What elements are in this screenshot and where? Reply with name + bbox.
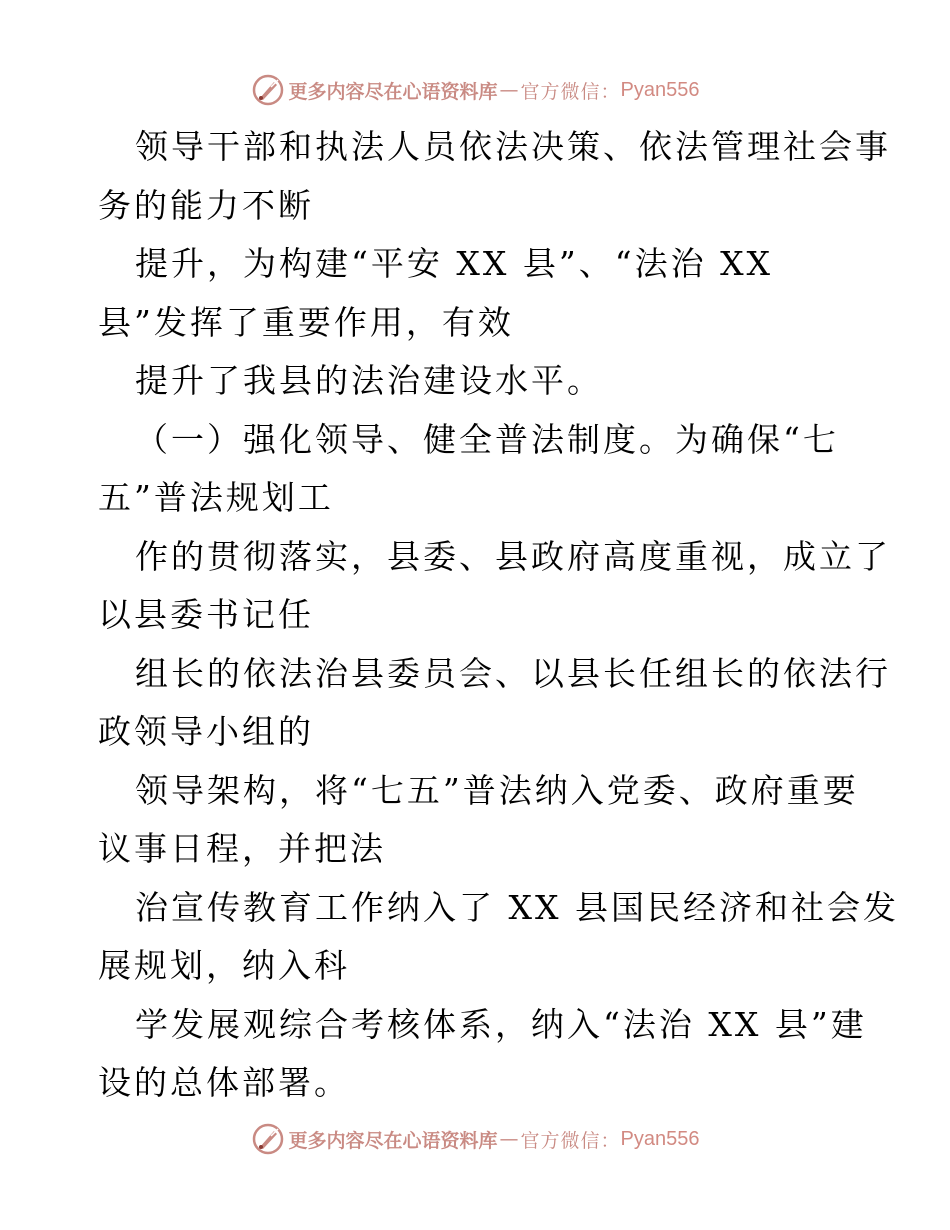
text-line: 县”发挥了重要作用，有效 — [98, 302, 514, 342]
text-line: 务的能力不断 — [98, 185, 314, 225]
feather-pen-circle-icon — [251, 1122, 285, 1156]
feather-pen-circle-icon — [251, 73, 285, 107]
document-body — [98, 118, 899, 1113]
text-line: 政领导小组的 — [98, 712, 314, 751]
watermark-brand: 更多内容尽在心语资料库 — [288, 80, 498, 103]
watermark-banner-top — [0, 70, 950, 110]
text-line: 提升，为构建“平安 XX 县”、“法治 XX — [135, 244, 774, 283]
text-line: 展规划，纳入科 — [98, 946, 350, 985]
watermark-wechat-label: 官方微信： — [520, 1129, 621, 1152]
watermark-wechat-id: Pyan556 — [620, 78, 700, 101]
watermark-wechat-label: 官方微信： — [520, 80, 621, 103]
text-line: 领导架构，将“七五”普法纳入党委、政府重要 — [135, 770, 859, 810]
watermark-brand: 更多内容尽在心语资料库 — [288, 1129, 498, 1152]
text-line: （一）强化领导、健全普法制度。为确保“七 — [135, 419, 839, 459]
text-line: 作的贯彻落实，县委、县政府高度重视，成立了 — [135, 536, 891, 576]
text-line: 以县委书记任 — [98, 595, 314, 634]
text-line: 领导干部和执法人员依法决策、依法管理社会事 — [135, 127, 891, 166]
watermark-dash: — — [499, 1128, 519, 1150]
text-line: 议事日程，并把法 — [98, 829, 386, 868]
text-line: 五”普法规划工 — [98, 478, 334, 517]
text-line: 设的总体部署。 — [98, 1063, 350, 1102]
text-line: 治宣传教育工作纳入了 XX 县国民经济和社会发 — [135, 887, 899, 927]
watermark-wechat-id: Pyan556 — [620, 1127, 700, 1150]
text-line: 提升了我县的法治建设水平。 — [135, 361, 603, 400]
text-line: 学发展观综合考核体系，纳入“法治 XX 县”建 — [135, 1004, 867, 1044]
text-line: 组长的依法治县委员会、以县长任组长的依法行 — [135, 653, 891, 693]
watermark-banner-bottom — [0, 1119, 950, 1159]
watermark-dash: — — [499, 79, 519, 101]
